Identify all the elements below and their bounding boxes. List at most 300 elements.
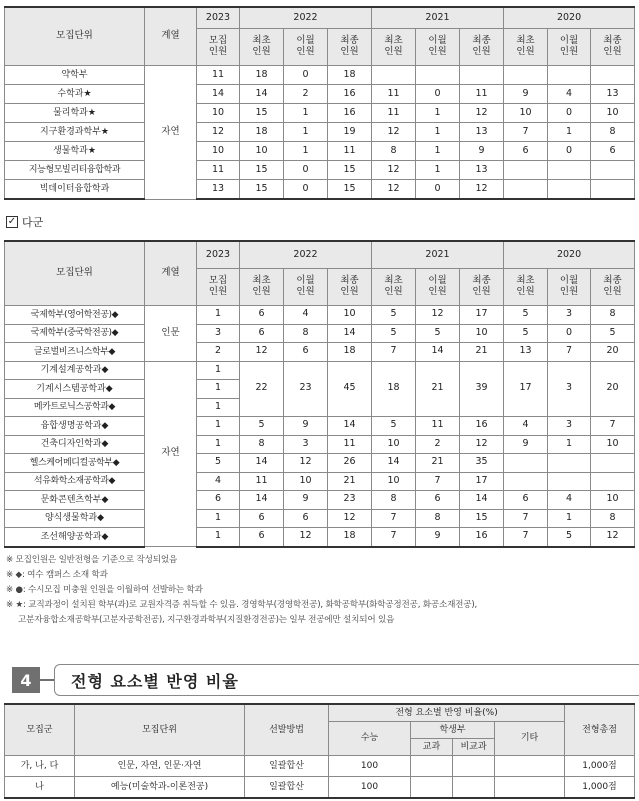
cell-initial: 12 [240,343,284,362]
cell-carry: 0 [284,161,328,180]
table-row [5,361,635,380]
cell-suneung: 100 [329,777,411,799]
cell-initial: 8 [372,142,416,161]
table-row [5,161,635,180]
header-quota: 모집 인원 [197,269,240,306]
cell-quota: 1 [197,380,240,399]
cell-unit-name: 양식생물학과◆ [5,509,145,528]
cell-final: 11 [460,85,504,104]
cell-final [460,66,504,85]
cell-quota: 1 [197,509,240,528]
cell-initial: 6 [240,306,284,325]
table-row [5,528,635,547]
cell-carry: 4 [548,85,591,104]
cell-total: 1,000점 [565,777,635,799]
cell-final: 5 [591,324,635,343]
cell-final: 6 [591,142,635,161]
cell-initial: 11 [372,104,416,123]
cell-initial: 6 [504,142,548,161]
footnote: 고분자융합소재공학부(고분자공학전공), 지구환경과학부(지질환경전공)는 일부 전공에만 설치되어 있음 [18,615,395,625]
cell-method: 일괄합산 [245,777,329,799]
cell-initial: 6 [240,509,284,528]
cell-quota: 12 [197,123,240,142]
cell-final: 15 [328,180,372,200]
table-row [5,324,635,343]
cell-final: 8 [591,306,635,325]
cell-carry: 7 [548,343,591,362]
cell-unit-name: 문화콘텐츠학부◆ [5,491,145,510]
header-initial: 최초 인원 [372,269,416,306]
cell-quota: 5 [197,454,240,473]
cell-carry: 6 [416,491,460,510]
cell-carry: 7 [416,472,460,491]
cell-initial: 17 [504,361,548,417]
cell-curricular [411,777,453,799]
cell-field: 자연 [145,66,197,200]
cell-carry: 1 [416,161,460,180]
footnotes [6,553,477,628]
cell-initial [372,66,416,85]
header-final: 최종 인원 [591,29,635,66]
cell-carry: 1 [416,123,460,142]
cell-quota: 4 [197,472,240,491]
cell-carry: 1 [548,435,591,454]
cell-initial: 5 [504,306,548,325]
section-label [6,214,43,230]
cell-final: 14 [460,491,504,510]
cell-final [591,472,635,491]
cell-carry: 3 [548,361,591,417]
cell-initial: 12 [372,161,416,180]
header-school-record: 학생부 [411,722,495,739]
cell-final: 10 [591,435,635,454]
table-row [5,66,635,85]
header-final: 최종 인원 [591,269,635,306]
cell-quota: 14 [197,85,240,104]
cell-final: 18 [328,343,372,362]
cell-final: 17 [460,306,504,325]
cell-carry: 1 [284,123,328,142]
cell-field: 자연 [145,361,197,547]
cell-carry: 9 [284,417,328,436]
cell-final: 15 [460,509,504,528]
cell-carry: 8 [416,509,460,528]
table-row [5,435,635,454]
table-row [5,123,635,142]
table-1-body [5,66,635,200]
cell-final: 8 [591,123,635,142]
table-row [5,472,635,491]
header-field: 계열 [145,7,197,66]
cell-carry: 0 [548,104,591,123]
cell-carry: 0 [284,180,328,200]
cell-initial: 10 [372,472,416,491]
cell-unit-name: 빅데이터융합학과 [5,180,145,200]
header-field: 계열 [145,241,197,306]
cell-final: 9 [460,142,504,161]
cell-carry: 0 [548,324,591,343]
table-row [5,142,635,161]
header-noncurricular: 비교과 [453,739,495,756]
cell-initial: 18 [372,361,416,417]
table-row [5,756,635,777]
cell-initial: 7 [372,343,416,362]
cell-quota: 1 [197,361,240,380]
cell-initial: 14 [240,491,284,510]
cell-final: 39 [460,361,504,417]
cell-initial: 6 [240,528,284,547]
cell-field: 인문 [145,306,197,362]
cell-carry: 23 [284,361,328,417]
cell-final: 16 [460,528,504,547]
cell-initial: 8 [372,491,416,510]
header-year: 2020 [504,241,635,269]
header-total: 전형총점 [565,704,635,756]
cell-final: 18 [328,528,372,547]
cell-final: 10 [460,324,504,343]
cell-unit-name: 생물학과★ [5,142,145,161]
table-row [5,180,635,200]
cell-final: 12 [591,528,635,547]
cell-initial [504,66,548,85]
header-curricular: 교과 [411,739,453,756]
cell-carry: 6 [284,343,328,362]
table-2-body [5,306,635,547]
cell-initial [504,161,548,180]
header-carry: 이월 인원 [416,29,460,66]
section-4-header [4,663,634,697]
cell-carry: 0 [416,180,460,200]
cell-initial: 10 [372,435,416,454]
cell-final: 13 [460,123,504,142]
header-year: 2023 [197,241,240,269]
header-year: 2022 [240,7,372,29]
cell-final: 20 [591,343,635,362]
cell-carry: 12 [284,454,328,473]
cell-quota: 1 [197,435,240,454]
header-initial: 최초 인원 [372,29,416,66]
cell-unit-name: 지구환경과학부★ [5,123,145,142]
cell-noncurricular [453,777,495,799]
cell-initial: 7 [372,528,416,547]
cell-quota: 3 [197,324,240,343]
header-unit: 모집단위 [5,7,145,66]
cell-final: 7 [591,417,635,436]
cell-initial: 15 [240,104,284,123]
cell-carry: 9 [416,528,460,547]
cell-initial: 9 [504,85,548,104]
cell-carry: 4 [284,306,328,325]
header-final: 최종 인원 [328,29,372,66]
cell-carry [548,472,591,491]
cell-carry: 4 [548,491,591,510]
ratio-table [4,703,635,799]
section-number: 4 [12,667,40,693]
cell-carry: 21 [416,361,460,417]
cell-carry: 2 [416,435,460,454]
cell-carry: 0 [284,66,328,85]
header-method: 선발방법 [245,704,329,756]
header-final: 최종 인원 [460,29,504,66]
cell-initial: 14 [240,85,284,104]
cell-quota: 1 [197,417,240,436]
header-year: 2022 [240,241,372,269]
cell-carry: 3 [548,306,591,325]
cell-unit-name: 국제학부(중국학전공)◆ [5,324,145,343]
admissions-table-1 [4,6,635,200]
cell-final: 17 [460,472,504,491]
table-row [5,777,635,799]
cell-carry: 21 [416,454,460,473]
section-label-text: 다군 [22,216,44,229]
cell-quota: 13 [197,180,240,200]
cell-final: 13 [591,85,635,104]
cell-unit: 인문, 자연, 인문·자연 [75,756,245,777]
cell-unit-name: 국제학부(영어학전공)◆ [5,306,145,325]
cell-initial: 14 [372,454,416,473]
cell-final: 19 [328,123,372,142]
cell-initial: 6 [504,491,548,510]
cell-unit: 예능(미술학과-이론전공) [75,777,245,799]
cell-carry: 0 [548,142,591,161]
cell-final: 16 [328,85,372,104]
cell-final: 11 [328,142,372,161]
header-carry: 이월 인원 [548,269,591,306]
cell-final: 12 [460,104,504,123]
cell-carry: 1 [284,142,328,161]
header-year: 2021 [372,7,504,29]
table-row [5,343,635,362]
header-carry: 이월 인원 [416,269,460,306]
cell-unit-name: 수학과★ [5,85,145,104]
cell-initial: 11 [240,472,284,491]
header-group: 모집군 [5,704,75,756]
cell-initial: 5 [372,324,416,343]
cell-initial: 10 [240,142,284,161]
cell-initial: 7 [504,528,548,547]
cell-unit-name: 헬스케어메디컬공학부◆ [5,454,145,473]
cell-unit-name: 조선해양공학과◆ [5,528,145,547]
cell-final: 16 [460,417,504,436]
table-row [5,85,635,104]
cell-final: 10 [591,104,635,123]
header-initial: 최초 인원 [240,269,284,306]
cell-carry: 11 [416,417,460,436]
cell-carry: 9 [284,491,328,510]
cell-final: 11 [328,435,372,454]
cell-carry: 12 [284,528,328,547]
header-year: 2021 [372,241,504,269]
cell-unit-name: 물리학과★ [5,104,145,123]
cell-initial: 4 [504,417,548,436]
cell-final: 16 [328,104,372,123]
cell-unit-name: 석유화학소재공학과◆ [5,472,145,491]
cell-unit-name: 기계설계공학과◆ [5,361,145,380]
header-quota: 모집 인원 [197,29,240,66]
cell-final: 12 [460,180,504,200]
cell-final: 8 [591,509,635,528]
footnote: ※ 모집인원은 일반전형을 기준으로 작성되었음 [6,555,178,565]
cell-initial: 12 [372,123,416,142]
cell-initial: 6 [240,324,284,343]
section-title: 전형 요소별 반영 비율 [54,664,639,696]
cell-quota: 10 [197,104,240,123]
cell-initial [504,472,548,491]
cell-final: 10 [591,491,635,510]
cell-unit-name: 글로벌비즈니스학부◆ [5,343,145,362]
cell-carry [416,66,460,85]
cell-final: 21 [328,472,372,491]
header-final: 최종 인원 [460,269,504,306]
cell-carry: 8 [284,324,328,343]
cell-final: 18 [328,66,372,85]
table-row [5,491,635,510]
cell-final: 21 [460,343,504,362]
cell-initial: 11 [372,85,416,104]
cell-unit-name: 약학부 [5,66,145,85]
header-carry: 이월 인원 [284,29,328,66]
cell-initial: 5 [372,306,416,325]
header-other: 기타 [495,722,565,756]
cell-quota: 11 [197,66,240,85]
cell-final: 35 [460,454,504,473]
cell-carry: 1 [416,142,460,161]
footnote: ※ ●: 수시모집 미충원 인원을 이월하여 선발하는 학과 [6,585,203,595]
cell-unit-name: 기계시스템공학과◆ [5,380,145,399]
header-ratio: 전형 요소별 반영 비율(%) [329,704,565,722]
cell-carry: 2 [284,85,328,104]
cell-curricular [411,756,453,777]
cell-carry: 12 [416,306,460,325]
cell-other [495,777,565,799]
cell-final [591,180,635,200]
cell-unit-name: 융합생명공학과◆ [5,417,145,436]
header-unit: 모집단위 [5,241,145,306]
cell-carry: 10 [284,472,328,491]
cell-quota: 11 [197,161,240,180]
cell-quota: 6 [197,491,240,510]
admissions-table-2 [4,240,635,548]
checkbox-icon: ✓ [7,216,17,227]
footnote: ※ ◆: 여수 캠퍼스 소재 학과 [6,570,108,580]
cell-initial: 14 [240,454,284,473]
header-suneung: 수능 [329,722,411,756]
cell-quota: 10 [197,142,240,161]
cell-carry: 5 [548,528,591,547]
table-row [5,509,635,528]
cell-carry: 1 [284,104,328,123]
cell-suneung: 100 [329,756,411,777]
cell-initial: 7 [372,509,416,528]
cell-quota: 2 [197,343,240,362]
table-row [5,454,635,473]
cell-initial: 5 [372,417,416,436]
header-initial: 최초 인원 [240,29,284,66]
cell-carry: 6 [284,509,328,528]
header-final: 최종 인원 [328,269,372,306]
table-row [5,306,635,325]
table-row [5,104,635,123]
header-year: 2023 [197,7,240,29]
cell-carry: 1 [548,509,591,528]
cell-final: 12 [328,509,372,528]
cell-initial: 13 [504,343,548,362]
cell-initial: 7 [504,509,548,528]
cell-initial: 5 [240,417,284,436]
cell-final: 10 [328,306,372,325]
cell-final: 45 [328,361,372,417]
section-connector [40,679,54,681]
header-initial: 최초 인원 [504,29,548,66]
cell-final: 12 [460,435,504,454]
cell-carry: 3 [284,435,328,454]
cell-group: 나 [5,777,75,799]
cell-carry: 5 [416,324,460,343]
header-carry: 이월 인원 [548,29,591,66]
cell-initial: 5 [504,324,548,343]
cell-final [591,454,635,473]
cell-final: 14 [328,324,372,343]
cell-unit-name: 지능형모빌리티융합학과 [5,161,145,180]
cell-carry: 0 [416,85,460,104]
cell-carry [548,180,591,200]
header-carry: 이월 인원 [284,269,328,306]
cell-initial: 15 [240,161,284,180]
cell-carry [548,454,591,473]
cell-initial: 10 [504,104,548,123]
cell-initial: 15 [240,180,284,200]
cell-carry: 3 [548,417,591,436]
cell-carry: 1 [416,104,460,123]
cell-carry: 14 [416,343,460,362]
header-initial: 최초 인원 [504,269,548,306]
cell-unit-name: 메카트로닉스공학과◆ [5,398,145,417]
cell-initial: 22 [240,361,284,417]
cell-final [591,66,635,85]
table-row [5,417,635,436]
cell-initial: 12 [372,180,416,200]
cell-carry [548,161,591,180]
header-year: 2020 [504,7,635,29]
cell-initial: 9 [504,435,548,454]
cell-carry [548,66,591,85]
cell-initial [504,454,548,473]
header-unit: 모집단위 [75,704,245,756]
cell-initial: 7 [504,123,548,142]
cell-final: 20 [591,361,635,417]
cell-initial: 8 [240,435,284,454]
cell-final: 23 [328,491,372,510]
cell-carry: 1 [548,123,591,142]
cell-final [591,161,635,180]
cell-final: 13 [460,161,504,180]
cell-final: 15 [328,161,372,180]
cell-noncurricular [453,756,495,777]
footnote: ※ ★: 교직과정이 설치된 학부(과)로 교원자격증 취득할 수 있음. 경영학부(경영학전공), 화학공학부(화학공정전공, 화공소재전공), [6,600,478,610]
cell-unit-name: 건축디자인학과◆ [5,435,145,454]
cell-quota: 1 [197,398,240,417]
cell-final: 14 [328,417,372,436]
cell-quota: 1 [197,306,240,325]
cell-method: 일괄합산 [245,756,329,777]
cell-other [495,756,565,777]
cell-final: 26 [328,454,372,473]
cell-total: 1,000점 [565,756,635,777]
cell-quota: 1 [197,528,240,547]
cell-group: 가, 나, 다 [5,756,75,777]
cell-initial: 18 [240,123,284,142]
cell-initial [504,180,548,200]
